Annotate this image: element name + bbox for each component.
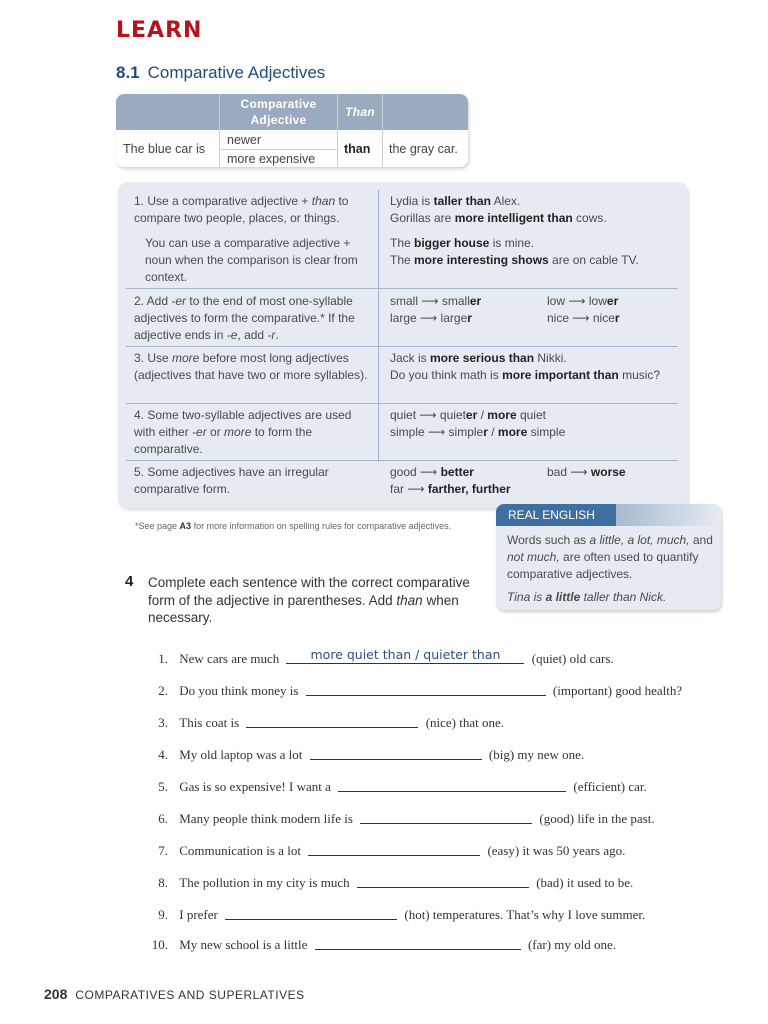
answer-blank[interactable] [315, 934, 521, 950]
chart-object: the gray car. [389, 142, 458, 156]
rule-5-example-3: bad ⟶ worse [547, 465, 626, 479]
page-number: 208 [44, 986, 68, 1002]
item-before: Many people think modern life is [179, 811, 353, 826]
rule-4-example-2: simple ⟶ simpler / more simple [390, 425, 566, 439]
item-number: 6. [158, 811, 168, 826]
rule-5-example-1: good ⟶ better [390, 465, 474, 479]
rule-3-example-2: Do you think math is more important than music? [390, 368, 661, 382]
item-after: (quiet) old cars. [531, 651, 614, 666]
rule-3: 3. Use more before most long adjectives (adjectives that have two or more syllables). [134, 351, 368, 382]
grammar-rules-table [118, 182, 688, 508]
answer-text: more quiet than / quieter than [310, 647, 501, 662]
chart-adjective-1: newer [227, 133, 262, 147]
learn-heading: LEARN [116, 18, 203, 43]
real-english-example: Tina is a little taller than Nick. [507, 590, 667, 604]
chart-adjective-2: more expensive [227, 152, 316, 166]
rule-1-note-example-1: The bigger house is mine. [390, 236, 535, 250]
chapter-title: COMPARATIVES AND SUPERLATIVES [75, 988, 305, 1002]
item-number: 4. [158, 747, 168, 762]
exercise-item [140, 712, 504, 732]
item-number: 1. [158, 651, 168, 666]
chart-subject: The blue car is [123, 142, 205, 156]
header-than: Than [345, 105, 375, 119]
rule-2: 2. Add -er to the end of most one-syllable adjectives to form the comparative.* If the adjective ends in -e, add -r. [134, 294, 355, 342]
item-before: This coat is [179, 715, 240, 730]
rule-5: 5. Some adjectives have an irregular comparative form. [134, 465, 329, 496]
item-after: (hot) temperatures. That’s why I love summer. [404, 907, 646, 922]
section-heading [116, 63, 325, 83]
real-english-text: Words such as a little, a lot, much, and not much, are often used to quantify comparative adjectives. [507, 533, 713, 581]
item-number: 9. [158, 907, 168, 922]
answer-blank[interactable] [246, 712, 418, 728]
real-english-box [496, 504, 721, 610]
answer-blank[interactable] [306, 680, 546, 696]
item-after: (far) my old one. [527, 937, 617, 952]
item-after: (efficient) car. [573, 779, 647, 794]
header-comparative-adjective: Comparative Adjective [240, 97, 317, 127]
rule-4: 4. Some two-syllable adjectives are used with either -er or more to form the comparative. [134, 408, 352, 456]
grammar-chart [116, 94, 468, 167]
answer-blank[interactable] [357, 872, 529, 888]
item-after: (bad) it used to be. [536, 875, 634, 890]
item-number: 10. [151, 937, 168, 952]
answer-blank[interactable] [310, 744, 482, 760]
item-number: 7. [158, 843, 168, 858]
footnote: *See page A3 for more information on spelling rules for comparative adjectives. [135, 521, 452, 531]
rule-3-example-1: Jack is more serious than Nikki. [390, 351, 567, 365]
rule-2-example-1: small ⟶ smaller [390, 294, 482, 308]
rule-2-example-3: low ⟶ lower [547, 294, 619, 308]
exercise-item [140, 680, 682, 700]
item-after: (good) life in the past. [539, 811, 655, 826]
answer-blank[interactable] [308, 840, 480, 856]
item-before: New cars are much [179, 651, 280, 666]
rule-1-note-example-2: The more interesting shows are on cable TV. [390, 253, 639, 267]
rule-1-example-1: Lydia is taller than Alex. [390, 194, 521, 208]
exercise-number: 4 [125, 573, 134, 590]
answer-blank[interactable] [338, 776, 566, 792]
real-english-title: REAL ENGLISH [496, 504, 616, 526]
section-title: Comparative Adjectives [147, 63, 326, 82]
item-number: 5. [158, 779, 168, 794]
exercise-item [140, 904, 645, 924]
rule-1-note: You can use a comparative adjective + noun when the comparison is clear from context. [145, 236, 358, 284]
item-after: (easy) it was 50 years ago. [487, 843, 626, 858]
item-before: Communication is a lot [179, 843, 301, 858]
exercise-item [140, 648, 614, 668]
chart-than: than [344, 142, 371, 156]
item-before: My new school is a little [179, 937, 308, 952]
exercise-item [140, 934, 616, 954]
item-before: Gas is so expensive! I want a [179, 779, 331, 794]
rule-1: 1. Use a comparative adjective + than to compare two people, places, or things. [134, 194, 349, 225]
answer-blank[interactable] [286, 648, 524, 664]
rule-4-example-1: quiet ⟶ quieter / more quiet [390, 408, 546, 422]
rule-2-example-2: large ⟶ larger [390, 311, 472, 325]
item-number: 8. [158, 875, 168, 890]
section-number: 8.1 [116, 63, 140, 82]
exercise-instructions: Complete each sentence with the correct comparative form of the adjective in parentheses. Add than when necessary. [148, 575, 470, 625]
item-before: The pollution in my city is much [179, 875, 350, 890]
rule-1-example-2: Gorillas are more intelligent than cows. [390, 211, 607, 225]
item-after: (nice) that one. [425, 715, 505, 730]
item-before: I prefer [179, 907, 218, 922]
exercise-item [140, 808, 655, 828]
item-number: 2. [158, 683, 168, 698]
item-before: My old laptop was a lot [179, 747, 303, 762]
answer-blank[interactable] [360, 808, 532, 824]
rule-5-example-2: far ⟶ farther, further [390, 482, 511, 496]
exercise-item [140, 840, 625, 860]
exercise-item [140, 744, 584, 764]
exercise-item [140, 776, 647, 796]
exercise-item [140, 872, 633, 892]
page-footer [44, 986, 305, 1002]
item-before: Do you think money is [179, 683, 299, 698]
rule-2-example-4: nice ⟶ nicer [547, 311, 620, 325]
answer-blank[interactable] [225, 904, 397, 920]
item-after: (big) my new one. [488, 747, 585, 762]
item-number: 3. [158, 715, 168, 730]
item-after: (important) good health? [552, 683, 683, 698]
